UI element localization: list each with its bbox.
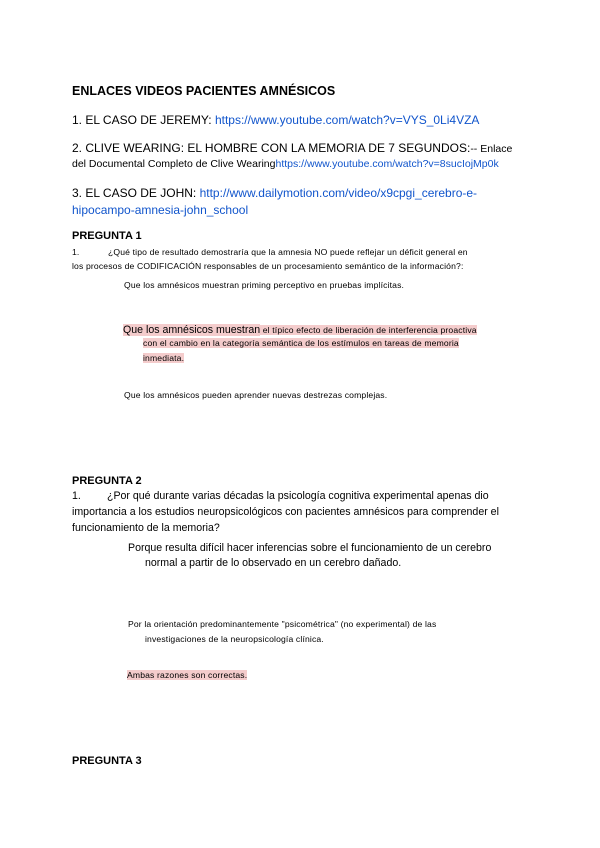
link-description: del Documental Completo de Clive Wearing xyxy=(72,158,276,170)
question-2-option-c: Ambas razones son correctas. xyxy=(127,670,248,680)
question-2-option-b-line1: Por la orientación predominantemente "psicométrica" (no experimental) de las xyxy=(128,619,437,629)
question-1-text-line1: ¿Qué tipo de resultado demostraría que la amnesia NO puede reflejar un déficit general en xyxy=(108,247,468,257)
question-2-option-b-line2: investigaciones de la neuropsicología clínica. xyxy=(145,634,324,644)
question-1-number: 1. xyxy=(72,247,80,257)
link-item-clive xyxy=(72,141,532,155)
question-1-heading: PREGUNTA 1 xyxy=(72,230,142,242)
option-b-line2: con el cambio en la categoría semántica de los estímulos en tareas de memoria xyxy=(143,338,459,348)
question-1-option-b xyxy=(123,320,477,338)
question-2-text-line2: importancia a los estudios neuropsicológicos con pacientes amnésicos para comprender el xyxy=(72,506,499,518)
link-extra: -- Enlace xyxy=(470,143,513,155)
question-2-heading: PREGUNTA 2 xyxy=(72,475,142,487)
question-2-number: 1. xyxy=(72,490,81,502)
youtube-link-clive[interactable]: https://www.youtube.com/watch?v=8sucIojMp0k xyxy=(275,158,499,170)
question-2-text-line3: funcionamiento de la memoria? xyxy=(72,522,220,534)
question-1-option-a: Que los amnésicos muestran priming perceptivo en pruebas implícitas. xyxy=(124,280,405,290)
question-1-option-c: Que los amnésicos pueden aprender nuevas destrezas complejas. xyxy=(124,390,388,400)
option-b-lead: Que los amnésicos muestran xyxy=(123,324,261,336)
dailymotion-link-john[interactable]: http://www.dailymotion.com/video/x9cpgi_cerebro-e- xyxy=(199,186,478,200)
link-label: 1. EL CASO DE JEREMY: xyxy=(72,113,215,127)
option-b-line1: el típico efecto de liberación de interferencia proactiva xyxy=(260,325,477,335)
question-2-option-a-line2: normal a partir de lo observado en un cerebro dañado. xyxy=(145,557,402,569)
link-label: 3. EL CASO DE JOHN: xyxy=(72,186,200,200)
question-3-heading: PREGUNTA 3 xyxy=(72,755,142,767)
document-title: ENLACES VIDEOS PACIENTES AMNÉSICOS xyxy=(72,84,336,98)
dailymotion-link-john-cont[interactable]: hipocampo-amnesia-john_school xyxy=(72,203,249,217)
link-item-jeremy xyxy=(72,113,479,127)
question-1-text-line2: los procesos de CODIFICACIÓN responsables de un procesamiento semántico de la información?: xyxy=(72,261,464,271)
question-2-option-a-line1: Porque resulta difícil hacer inferencias sobre el funcionamiento de un cerebro xyxy=(128,542,492,554)
link-label: 2. CLIVE WEARING: EL HOMBRE CON LA MEMORIA DE 7 SEGUNDOS: xyxy=(72,141,471,155)
link-item-clive-line2 xyxy=(72,158,499,170)
youtube-link-jeremy[interactable]: https://www.youtube.com/watch?v=VYS_0Li4VZA xyxy=(214,113,480,127)
link-item-john xyxy=(72,186,477,200)
option-b-line3: inmediata. xyxy=(143,353,185,363)
question-2-text-line1: ¿Por qué durante varias décadas la psicología cognitiva experimental apenas dio xyxy=(107,490,489,502)
